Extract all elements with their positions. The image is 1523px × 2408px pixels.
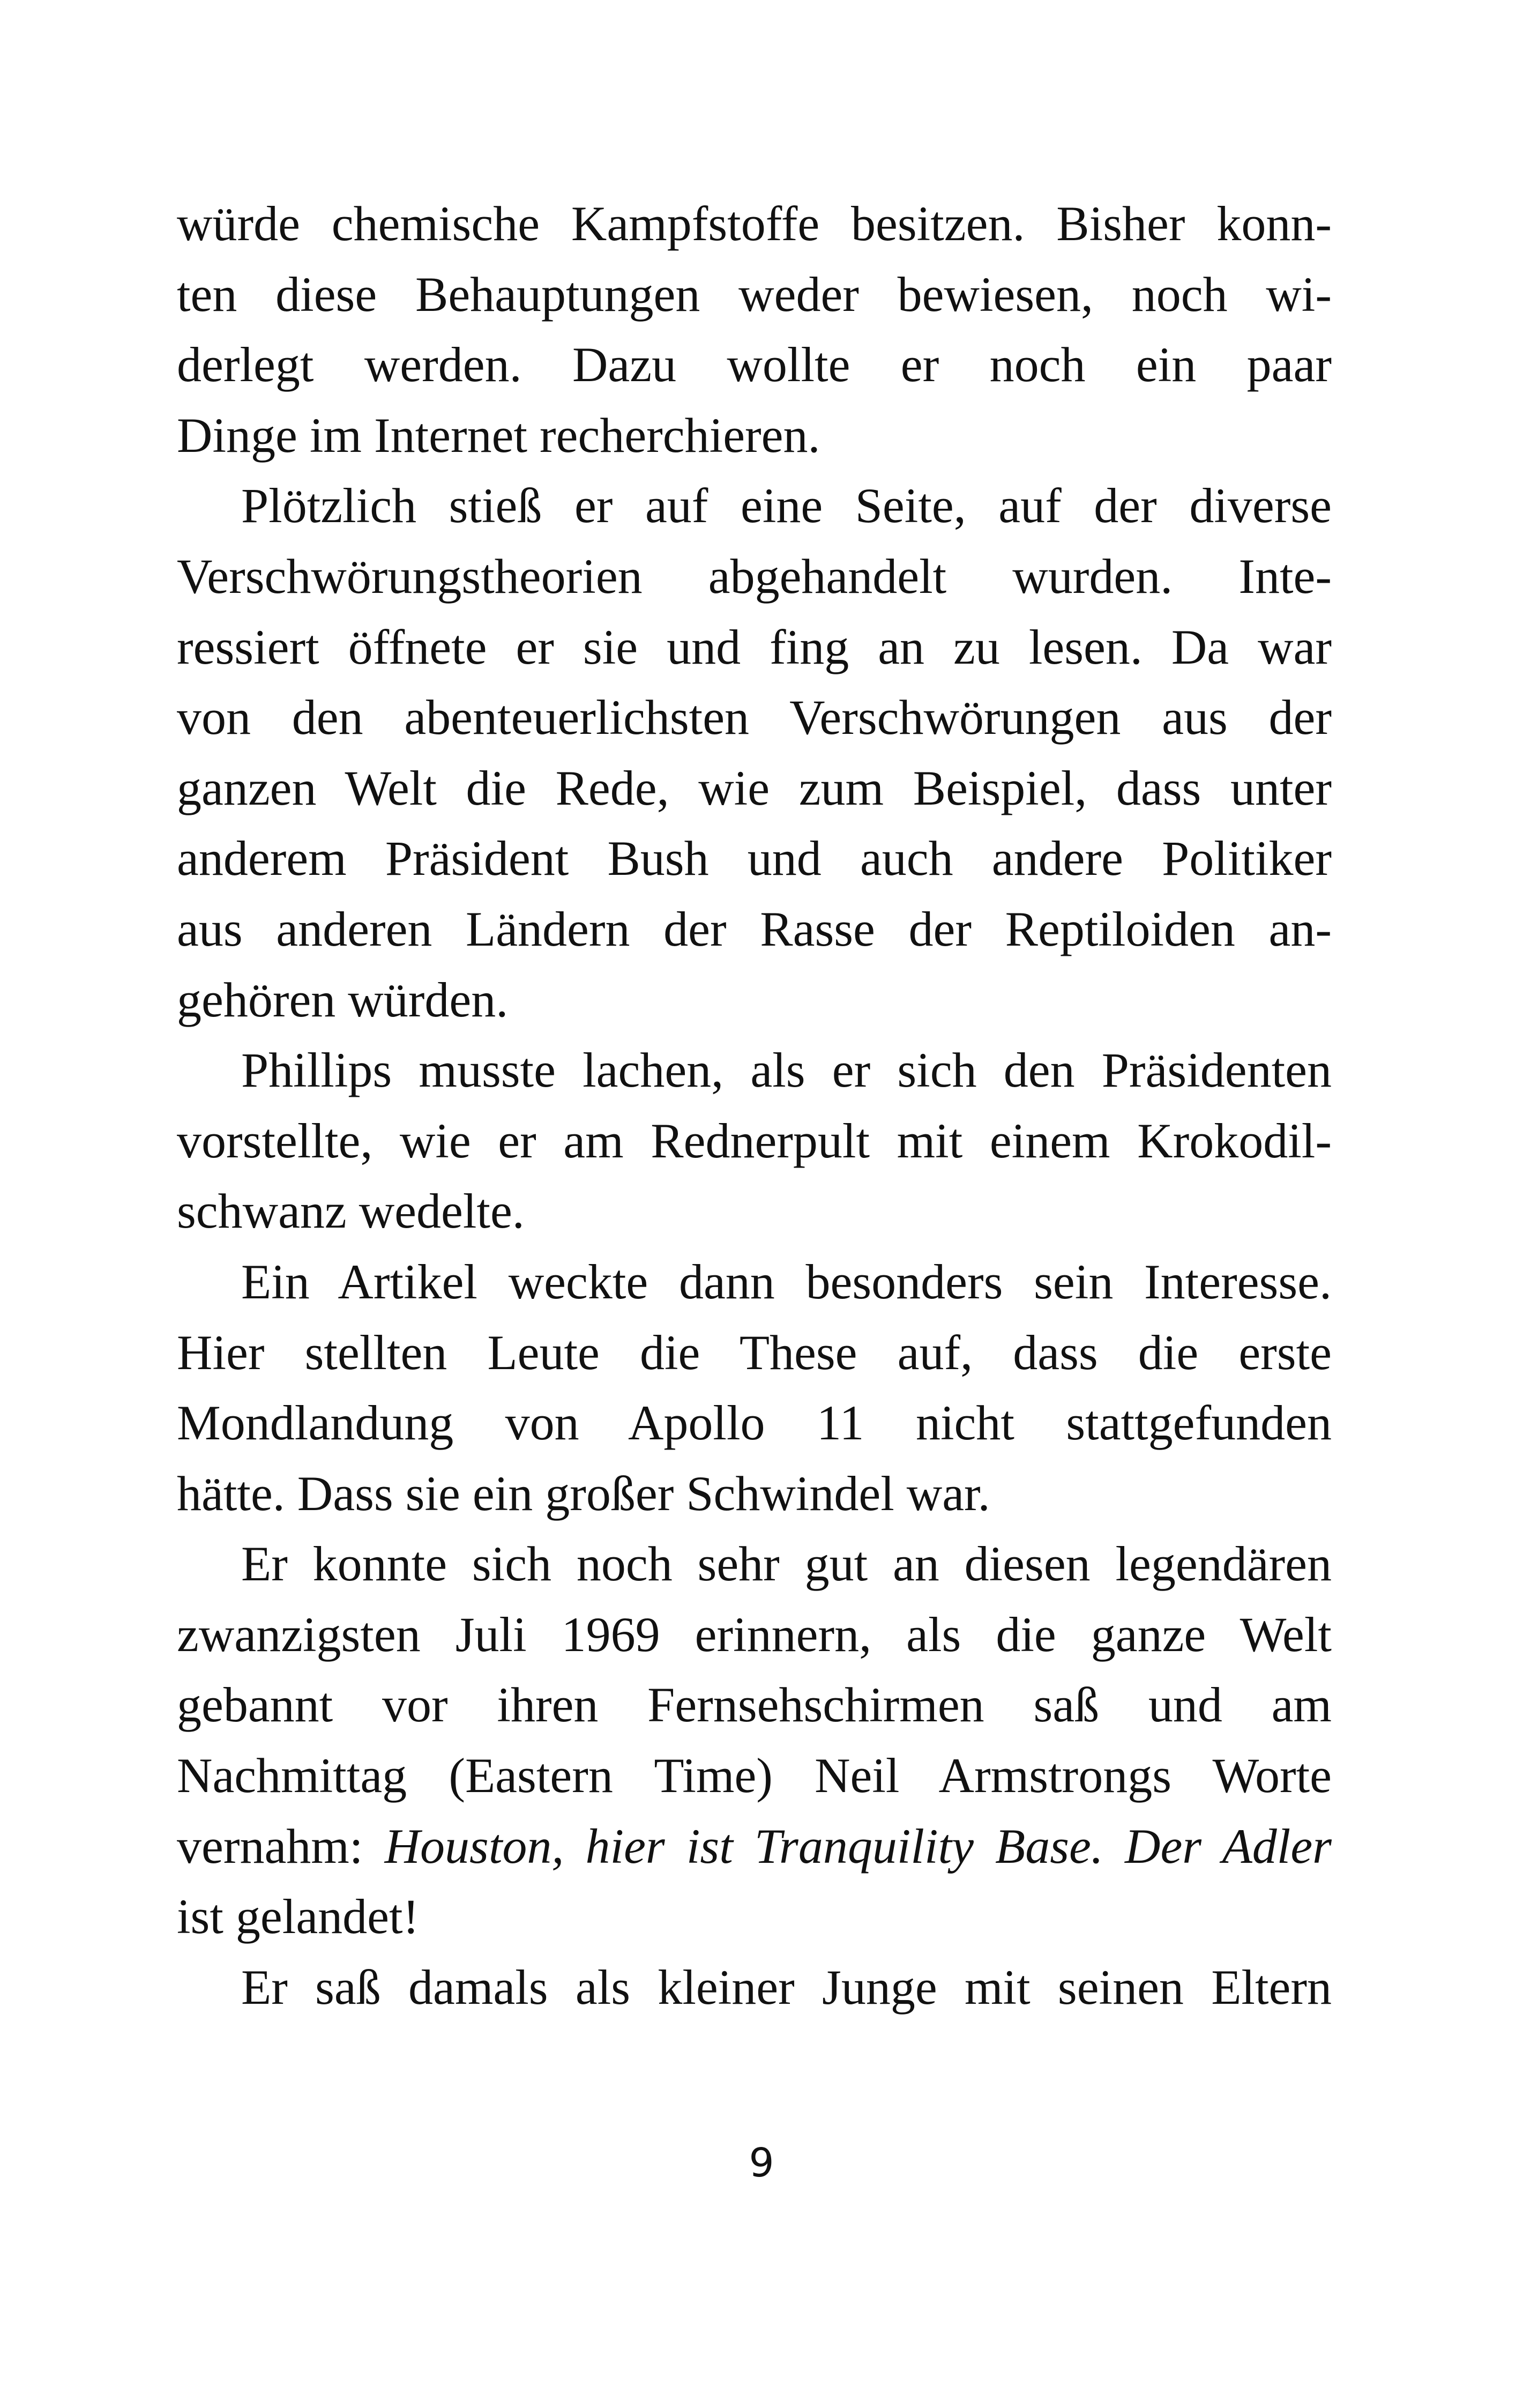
- text-line: aus anderen Ländern der Rasse der Reptiloiden an-: [177, 901, 1332, 956]
- body-text: [177, 189, 1332, 2023]
- text-line: ten diese Behauptungen weder bewiesen, noch wi-: [177, 266, 1332, 322]
- text-line: derlegt werden. Dazu wollte er noch ein paar: [177, 337, 1332, 392]
- text-line: schwanz wedelte.: [177, 1184, 525, 1239]
- text-line: Verschwörungstheorien abgehandelt wurden. Inte-: [177, 548, 1332, 604]
- text-line: gebannt vor ihren Fernsehschirmen saß und am: [177, 1677, 1332, 1733]
- text-line: hätte. Dass sie ein großer Schwindel war.: [177, 1466, 990, 1521]
- text-line: Phillips musste lachen, als er sich den Präsidenten: [241, 1043, 1332, 1098]
- text-line: Plötzlich stieß er auf eine Seite, auf der diverse: [241, 478, 1332, 533]
- quote-italic: Houston, hier ist Tranquility Base. Der Adler: [384, 1818, 1332, 1874]
- text-line: Er saß damals als kleiner Junge mit seinen Eltern: [241, 1959, 1332, 2015]
- text-line: Ein Artikel weckte dann besonders sein Interesse.: [241, 1254, 1332, 1309]
- quote-italic-line: ist gelandet!: [177, 1889, 420, 1944]
- text-line: Er konnte sich noch sehr gut an diesen legendären: [241, 1536, 1332, 1592]
- text-line-mixed: [177, 1811, 1332, 1882]
- text-line: zwanzigsten Juli 1969 erinnern, als die ganze Welt: [177, 1607, 1332, 1662]
- text-line: von den abenteuerlichsten Verschwörungen aus der: [177, 690, 1332, 745]
- text-line: ressiert öffnete er sie und fing an zu lesen. Da war: [177, 619, 1332, 674]
- text-line: Hier stellten Leute die These auf, dass die erste: [177, 1325, 1332, 1380]
- text-line: ganzen Welt die Rede, wie zum Beispiel, dass unter: [177, 760, 1332, 815]
- text-line: gehören würden.: [177, 972, 509, 1027]
- text-normal: vernahm:: [177, 1818, 385, 1874]
- text-line: vorstellte, wie er am Rednerpult mit einem Krokodil-: [177, 1113, 1332, 1168]
- text-line: Nachmittag (Eastern Time) Neil Armstrongs Worte: [177, 1748, 1332, 1803]
- text-line: würde chemische Kampfstoffe besitzen. Bisher konn-: [177, 196, 1332, 251]
- text-line: Mondlandung von Apollo 11 nicht stattgefunden: [177, 1395, 1332, 1451]
- text-line: anderem Präsident Bush und auch andere Politiker: [177, 831, 1332, 886]
- text-line: Dinge im Internet recherchieren.: [177, 407, 820, 463]
- page-number: 9: [749, 2140, 774, 2186]
